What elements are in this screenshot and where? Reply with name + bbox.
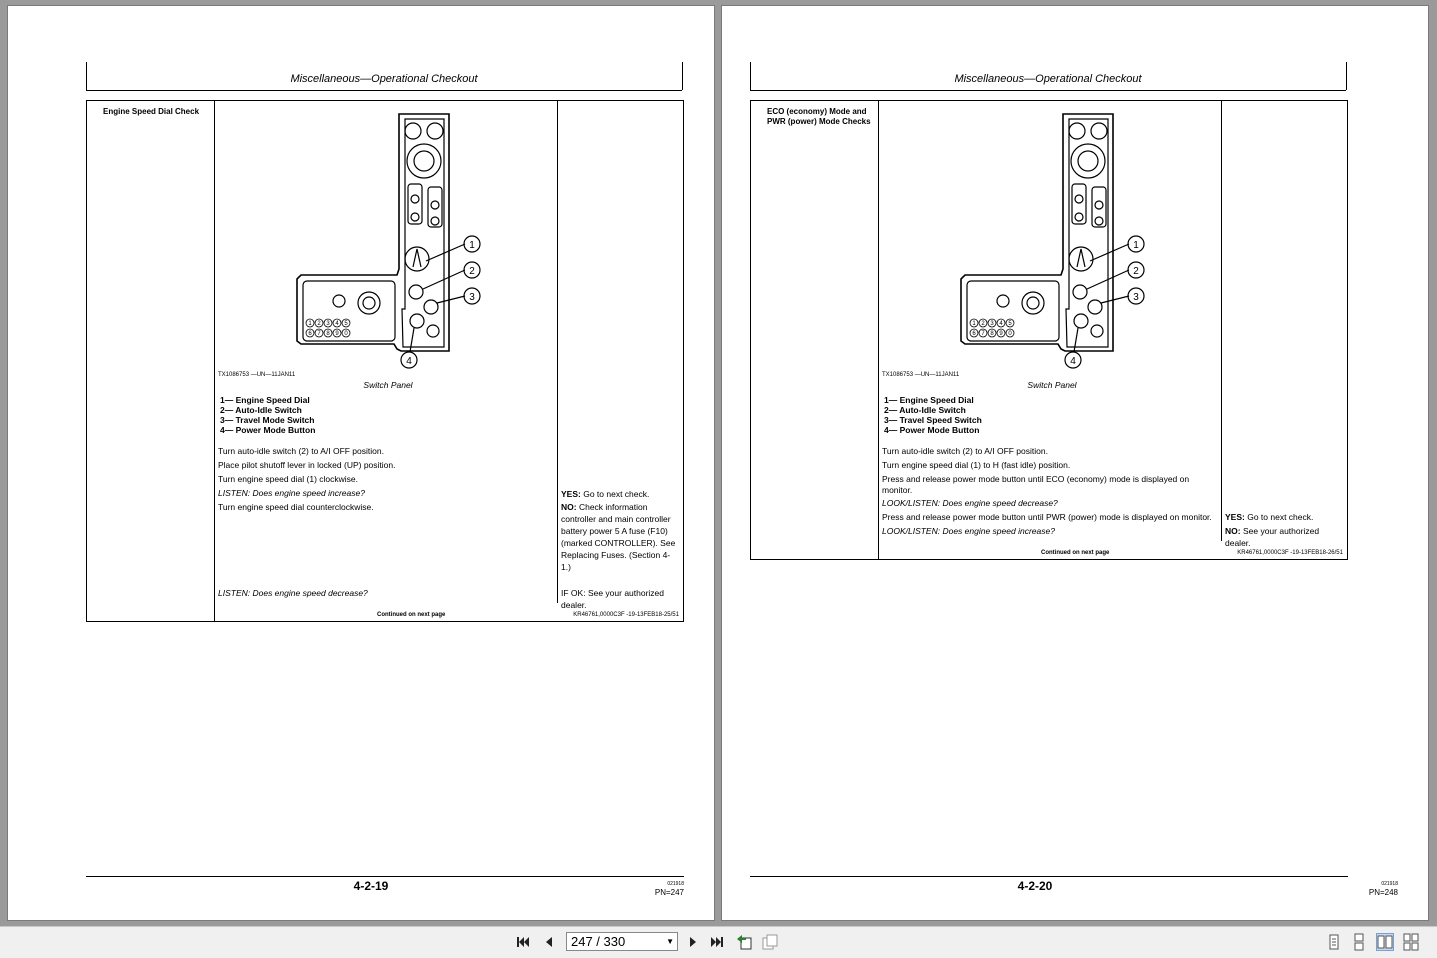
figure-caption: Switch Panel [1027,380,1077,390]
header-rule [86,90,682,91]
response-text: See your authorized dealer. [1225,526,1320,548]
continuous-icon[interactable] [1350,933,1368,951]
viewer-toolbar [0,926,1437,958]
fuse-number: 0 [1008,331,1012,337]
document-page-right [722,6,1428,920]
figure-caption: Switch Panel [363,380,413,390]
response-no [561,501,679,573]
fuse-number: 8 [990,331,994,337]
fuse-number: 1 [972,321,976,327]
footer-code: 021918 [1381,881,1398,887]
header-rule-right [682,62,683,90]
fuse-number: 2 [981,321,985,327]
fuse-number: 7 [981,331,985,337]
legend-item: 2— Auto-Idle Switch [220,405,302,415]
callout-4: 4 [406,356,412,367]
header-rule-right [1346,62,1347,90]
procedure-step: Press and release power mode button until PWR (power) mode is displayed on monitor. [882,512,1212,522]
switch-panel-illustration [169,109,589,367]
two-page-icon[interactable] [1376,933,1394,951]
continued-note: Continued on next page [1041,550,1110,556]
legend-item: 1— Engine Speed Dial [220,395,310,405]
single-page-icon[interactable] [1325,933,1343,951]
response-yes [561,488,679,500]
pn-number: PN=247 [654,888,684,897]
chevron-down-icon[interactable]: ▼ [666,937,674,946]
switch-panel-illustration [833,109,1253,367]
response-label: YES: [561,489,581,499]
fuse-number: 7 [317,331,321,337]
callout-1: 1 [1133,240,1139,251]
fuse-number: 5 [1008,321,1012,327]
legend-item: 2— Auto-Idle Switch [884,405,966,415]
procedure-step: Turn engine speed dial (1) clockwise. [218,474,359,484]
figure-id: TX1086753 —UN—11JAN11 [882,372,960,378]
fuse-number: 6 [308,331,312,337]
callout-4: 4 [1070,356,1076,367]
procedure-step: Turn engine speed dial counterclockwise. [218,502,374,512]
procedure-step: Place pilot shutoff lever in locked (UP) position. [218,460,396,470]
fuse-number: 3 [990,321,994,327]
procedure-question: LOOK/LISTEN: Does engine speed decrease? [882,498,1058,508]
response-no [1225,525,1343,549]
section-title: Engine Speed Dial Check [103,107,200,116]
response-text: Go to next check. [583,489,650,499]
response-label: YES: [1225,512,1245,522]
procedure-question: LISTEN: Does engine speed increase? [218,488,365,498]
two-page-continuous-icon[interactable] [1402,933,1420,951]
callout-3: 3 [1133,292,1139,303]
page-number: 4-2-19 [353,879,389,893]
procedure-step: Turn auto-idle switch (2) to A/I OFF position. [882,446,1048,456]
fuse-number: 5 [344,321,348,327]
fuse-number: 9 [999,331,1003,337]
response-label: NO: [1225,526,1241,536]
response-yes [1225,511,1343,523]
procedure-question: LISTEN: Does engine speed decrease? [218,588,368,598]
check-table [86,100,684,622]
fuse-number: 3 [326,321,330,327]
fuse-number: 1 [308,321,312,327]
header-rule [750,90,1346,91]
callout-2: 2 [469,266,475,277]
fuse-number: 4 [335,321,339,327]
figure-legend [220,395,315,435]
procedure-step: Turn engine speed dial (1) to H (fast idle) position. [882,460,1071,470]
procedure-step: Press and release power mode button until ECO (economy) mode is displayed on monitor. [882,474,1190,495]
figure-legend [884,395,982,435]
legend-item: 4— Power Mode Button [220,425,316,435]
footer-rule [86,876,684,877]
callout-1: 1 [469,240,475,251]
response-text: Check information controller and main controller battery power 5 A fuse (F10) (marked CONTROLLER). See Replacing Fuses. (Section 4-1.) [561,502,676,572]
last-page-icon[interactable] [708,933,726,951]
continued-note: Continued on next page [377,612,446,618]
legend-item: 4— Power Mode Button [884,425,980,435]
page-indicator: 247 / 330 [571,934,626,949]
back-view-icon[interactable] [735,933,753,951]
check-table [750,100,1348,560]
procedure-step: Turn auto-idle switch (2) to A/I OFF position. [218,446,384,456]
footer-code: 021918 [667,881,684,887]
running-header: Miscellaneous—Operational Checkout [954,73,1142,85]
callout-2: 2 [1133,266,1139,277]
response-text: Go to next check. [1247,512,1314,522]
fuse-number: 8 [326,331,330,337]
response-label: NO: [561,502,577,512]
procedure-question: LOOK/LISTEN: Does engine speed increase? [882,526,1055,536]
fuse-number: 0 [344,331,348,337]
fuse-number: 4 [999,321,1003,327]
response-text: See your authorized dealer. [561,588,665,610]
pn-number: PN=248 [1368,888,1398,897]
response-label: IF OK: [561,588,586,598]
fuse-number: 2 [317,321,321,327]
next-page-icon[interactable] [684,933,702,951]
legend-item: 3— Travel Speed Switch [884,415,982,425]
legend-item: 1— Engine Speed Dial [884,395,974,405]
document-page-left [8,6,714,920]
fuse-number: 6 [972,331,976,337]
footer-rule [750,876,1348,877]
forward-view-icon[interactable] [761,933,779,951]
fuse-number: 9 [335,331,339,337]
page-number: 4-2-20 [1017,879,1053,893]
figure-id: TX1086753 —UN—11JAN11 [218,372,296,378]
section-title: ECO (economy) Mode and PWR (power) Mode Checks [767,107,871,126]
prev-page-icon[interactable] [540,933,558,951]
reference-code: KR46761,0000C3F -19-13FEB18-26/51 [1237,550,1343,556]
reference-code: KR46761,0000C3F -19-13FEB18-25/51 [573,612,679,618]
legend-item: 3— Travel Mode Switch [220,415,315,425]
callout-3: 3 [469,292,475,303]
response-if-ok [561,587,679,611]
first-page-icon[interactable] [514,933,532,951]
page-number-input[interactable] [566,932,678,951]
running-header: Miscellaneous—Operational Checkout [290,73,478,85]
